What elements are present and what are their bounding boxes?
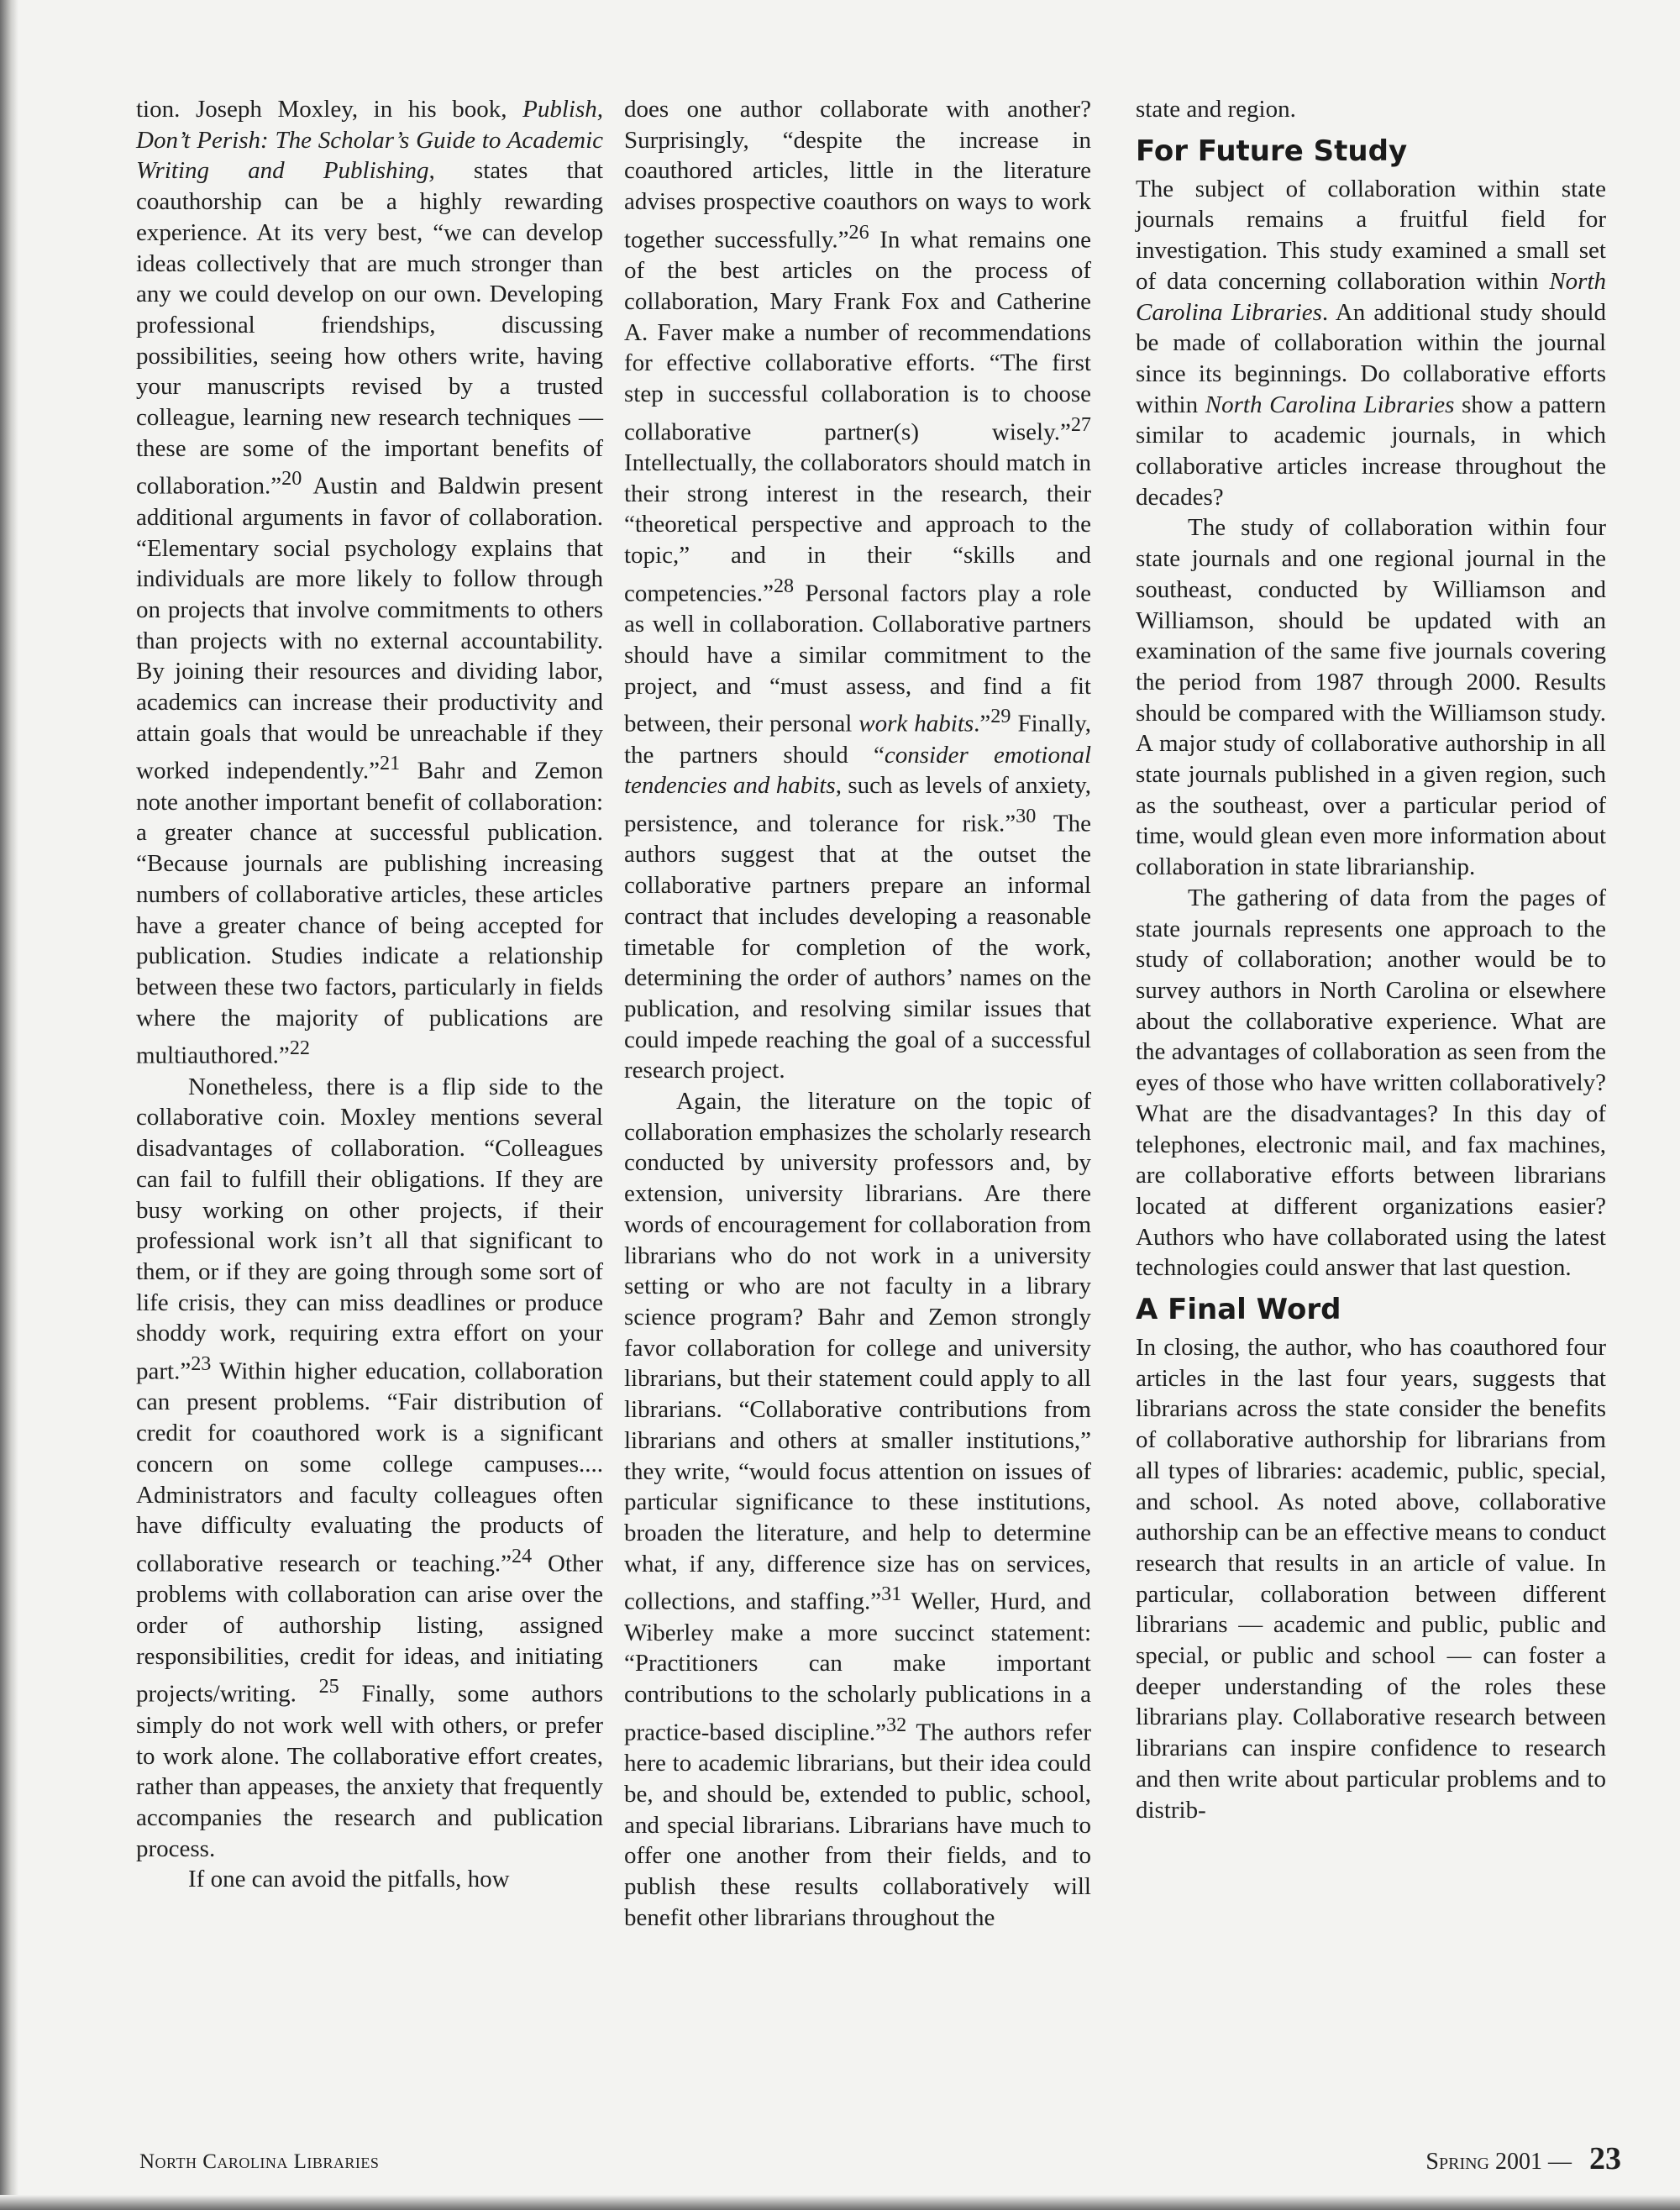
- paragraph: tion. Joseph Moxley, in his book, Publish, Don’t Perish: The Scholar’s Guide to Academic Writing and Publishing, states that coauthorship can be a highly rewarding experience. At its very best, “we can develop ideas collectively that are much stronger than any we could develop on our own. Developing professional friendships, discussing possibilities, seeing how others write, having your manuscripts revised by a trusted colleague, learning new research techniques — these are some of the important benefits of collaboration.”$^{20}$ Austin and Baldwin present additional arguments in favor of collaboration. “Elementary social psychology explains that individuals are more likely to follow through on projects that involve commitments to others than projects with no external accountability. By joining their resources and dividing labor, academics can increase their productivity and attain goals that would be unreachable if they worked independently.”$^{21}$ Bahr and Zemon note another important benefit of collaboration: a greater chance at successful publication. “Because journals are publishing increasing numbers of collaborative articles, these articles have a greater chance of being accepted for publication. Studies indicate a relationship between these two factors, particularly in fields where the majority of publications are multiauthored.”$^{22}$: [136, 96, 604, 1070]
- page-edge-shadow: [0, 2195, 1680, 2210]
- paragraph: If one can avoid the pitfalls, how: [188, 1866, 510, 1893]
- paragraph: state and region.: [1136, 96, 1296, 123]
- page-footer: [1425, 2140, 1621, 2177]
- footer-dash: —: [1548, 2149, 1572, 2175]
- paragraph: Nonetheless, there is a flip side to the collaborative coin. Moxley mentions several disadvantages of collaboration. “Colleagues can fail to fulfill their obligations. If they are busy working on other projects, if their professional work isn’t all that significant to them, or if they are going through some sort of life crisis, they can miss deadlines or produce shoddy work, requiring extra effort on your part.”$^{23}$ Within higher education, collaboration can present problems. “Fair distribution of credit for coauthored work is a significant concern on some college campuses.... Administrators and faculty colleagues often have difficulty evaluating the products of collaborative research or teaching.”$^{24}$ Other problems with collaboration can arise over the order of authorship listing, assigned responsibilities, credit for ideas, and initiating projects/writing. $^{25}$ Finally, some authors simply do not work well with others, or prefer to work alone. The collaborative effort creates, rather than appeases, the anxiety that frequently accompanies the research and publication process.: [136, 1073, 604, 1862]
- paragraph: The gathering of data from the pages of state journals represents one approach to the study of collaboration; another would be to survey authors in North Carolina or elsewhere about the collaborative experience. What are the advantages of collaboration as seen from the eyes of those who have written collaboratively? What are the disadvantages? In this day of telephones, electronic mail, and fax machines, are collaborative efforts between librarians located at different organizations easier? Authors who have collaborated using the latest technologies could answer that last question.: [1136, 884, 1606, 1282]
- text-column-2: [624, 94, 1091, 1933]
- paragraph: The study of collaboration within four state journals and one regional journal in the southeast, conducted by Williamson and Williamson, should be updated with an examination of the same five journals covering the period from 1987 through 2000. Results should be compared with the Williamson study. A major study of collaborative authorship in all state journals published in a given region, such as the southeast, over a particular period of time, would glean even more information about collaboration in state librarianship.: [1136, 514, 1606, 881]
- section-heading: A Final Word: [1136, 1293, 1341, 1327]
- text-column-1: [136, 94, 603, 1895]
- text-column-3: [1136, 94, 1606, 1825]
- paragraph: Again, the literature on the topic of collaboration emphasizes the scholarly research conducted by university professors and, by extension, university librarians. Are there words of encouragement for collaboration from librarians who do not work in a university setting or who are not faculty in a library science program? Bahr and Zemon strongly favor collaboration for college and university librarians, but their statement could apply to all librarians. “Collaborative contributions from librarians and others at smaller institutions,” they write, “would focus attention on issues of particular significance to these institutions, broaden the literature, and help to determine what, if any, difference size has on services, collections, and staffing.”$^{31}$ Weller, Hurd, and Wiberley make a more succinct statement: “Practitioners can make important contributions to the scholarly publications in a practice-based discipline.”$^{32}$ The authors refer here to academic librarians, but their idea could be, and should be, extended to public, school, and special librarians. Librarians have much to offer one another from their fields, and to publish these results collaboratively will benefit other librarians throughout the: [624, 1088, 1091, 1931]
- page-number: 23: [1589, 2141, 1621, 2176]
- paragraph: The subject of collaboration within state journals remains a fruitful field for investigation. This study examined a small set of data concerning collaboration within North Carolina Libraries. An additional study should be made of collaboration within the journal since its beginnings. Do collaborative efforts within North Carolina Libraries show a pattern similar to academic journals, in which collaborative articles increase throughout the decades?: [1136, 175, 1607, 511]
- paragraph: does one author collaborate with another? Surprisingly, “despite the increase in coauthored articles, little in the literature advises prospective coauthors on ways to work together successfully.”$^{26}$ In what remains one of the best articles on the process of collaboration, Mary Frank Fox and Catherine A. Faver make a number of recommendations for effective collaborative efforts. “The first step in successful collaboration is to choose collaborative partner(s) wisely.”$^{27}$ Intellectually, the collaborators should match in their strong interest in the research, their “theoretical perspective and approach to the topic,” and in their “skills and competencies.”$^{28}$ Personal factors play a role as well in collaboration. Collaborative partners should have a similar commitment to the project, and “must assess, and find a fit between, their personal work habits.”$^{29}$ Finally, the partners should “consider emotional tendencies and habits, such as levels of anxiety, persistence, and tolerance for risk.”$^{30}$ The authors suggest that at the outset the collaborative partners prepare an informal contract that includes developing a reasonable timetable for completion of the work, determining the order of authors’ names on the publication, and resolving similar issues that could impede reaching the goal of a successful research project.: [624, 96, 1092, 1084]
- paragraph: In closing, the author, who has coauthored four articles in the last four years, suggests that librarians across the state consider the benefits of collaborative authorship for librarians from all types of libraries: academic, public, special, and school. As noted above, collaborative authorship can be an effective means to conduct research that results in an article of value. In particular, collaboration between different librarians — academic and public, public and special, or public and school — can foster a deeper understanding of the roles these librarians play. Collaborative research between librarians can inspire confidence to research and then write about particular problems and to distrib-: [1136, 1334, 1606, 1824]
- section-heading: For Future Study: [1136, 134, 1408, 168]
- page-edge-shadow: [0, 0, 18, 2210]
- journal-name: North Carolina Libraries: [139, 2150, 380, 2173]
- issue-season: Spring 2001: [1425, 2149, 1542, 2175]
